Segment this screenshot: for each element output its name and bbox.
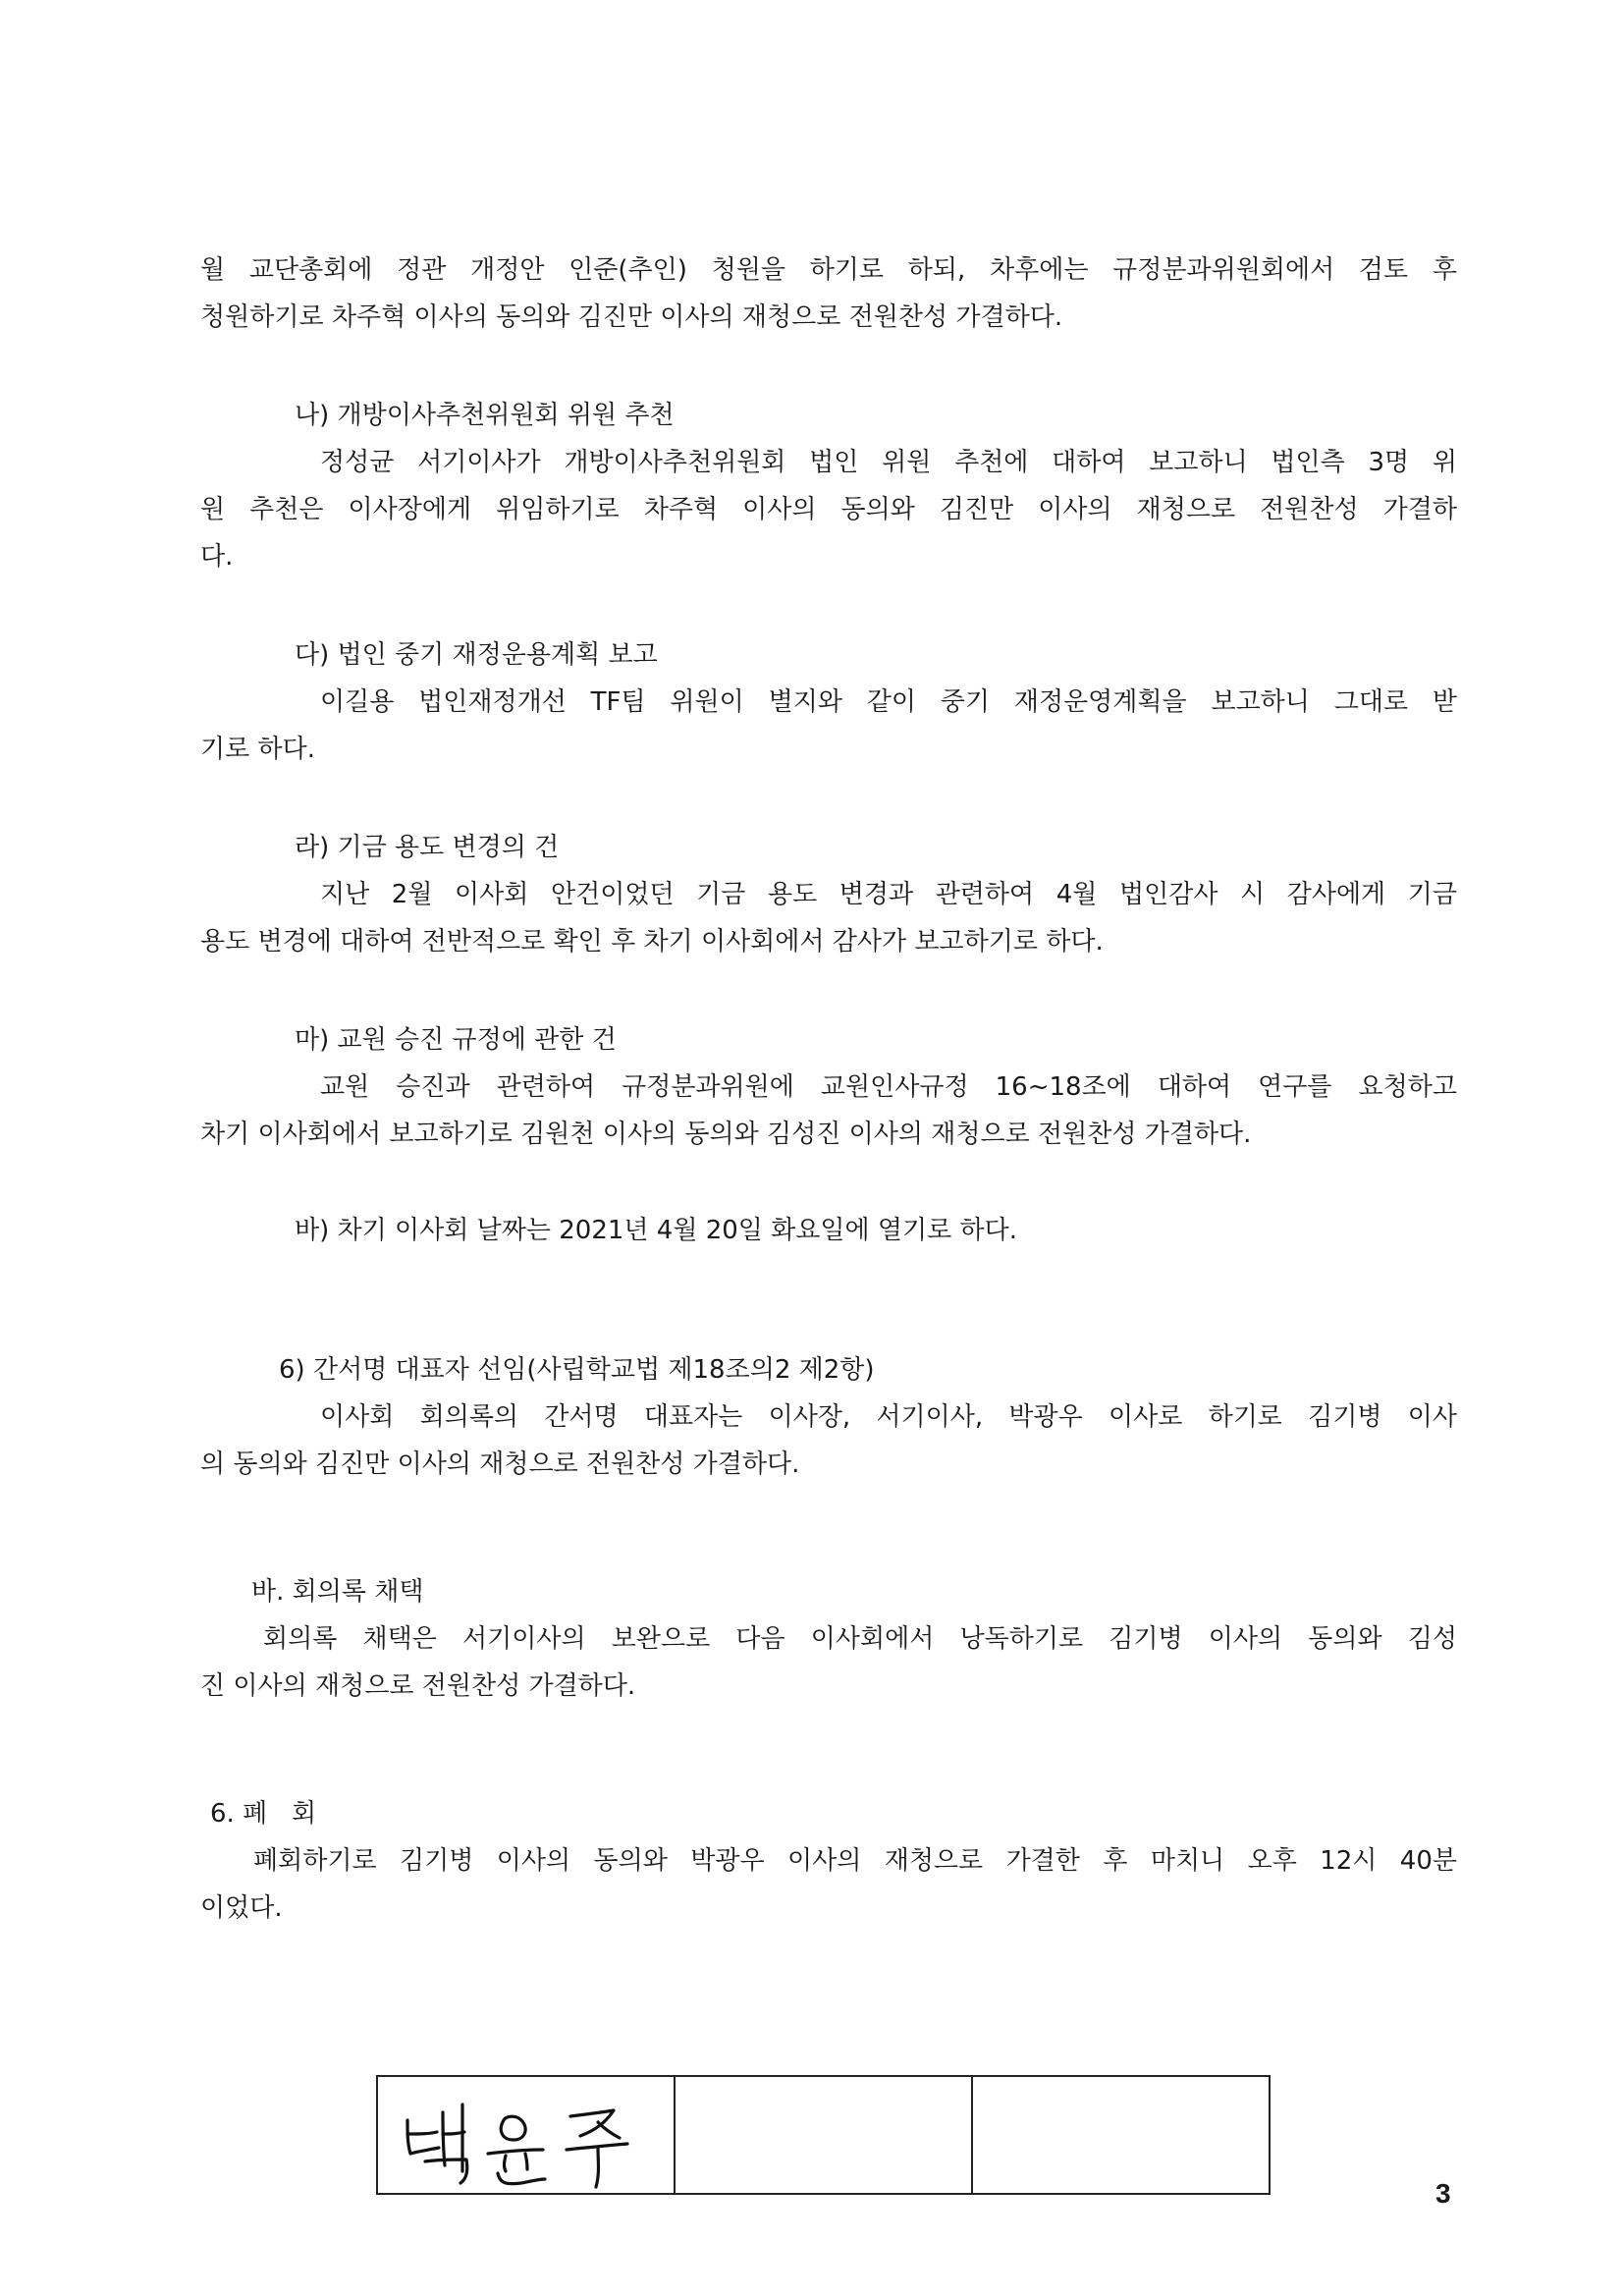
section-heading: 마) 교원 승진 규정에 관한 건 — [295, 1025, 617, 1055]
paragraph-line: 이사회 회의록의 간서명 대표자는 이사장, 서기이사, 박광우 이사로 하기로 김기병 이사 — [320, 1402, 1457, 1432]
section-heading: 바. 회의록 채택 — [251, 1577, 424, 1607]
paragraph-line: 폐회하기로 김기병 이사의 동의와 박광우 이사의 재청으로 가결한 후 마치니 오후 12시 40분 — [253, 1846, 1457, 1876]
paragraph-line: 진 이사의 재청으로 전원찬성 가결하다. — [200, 1671, 636, 1701]
paragraph-line: 회의록 채택은 서기이사의 보완으로 다음 이사회에서 낭독하기로 김기병 이사의 동의와 김성 — [263, 1624, 1457, 1654]
paragraph-line: 용도 변경에 대하여 전반적으로 확인 후 차기 이사회에서 감사가 보고하기로 하다. — [200, 927, 1104, 957]
paragraph-line: 이었다. — [200, 1893, 283, 1923]
paragraph-line: 지난 2월 이사회 안건이었던 기금 용도 변경과 관련하여 4월 법인감사 시 감사에게 기금 — [320, 880, 1457, 909]
paragraph-line: 다. — [200, 542, 234, 572]
paragraph-line: 교원 승진과 관련하여 규정분과위원에 교원인사규정 16~18조에 대하여 연구를 요청하고 — [320, 1072, 1457, 1102]
paragraph-line: 차기 이사회에서 보고하기로 김원천 이사의 동의와 김성진 이사의 재청으로 전원찬성 가결하다. — [200, 1120, 1252, 1149]
handwritten-signature — [378, 2077, 675, 2193]
section-heading: 다) 법인 중기 재정운용계획 보고 — [295, 640, 658, 670]
paragraph-line: 기로 하다. — [200, 735, 315, 764]
signature-cell — [378, 2077, 676, 2193]
page-number: 3 — [1435, 2178, 1451, 2209]
section-heading: 나) 개방이사추천위원회 위원 추천 — [295, 401, 675, 430]
paragraph-line: 청원하기로 차주혁 이사의 동의와 김진만 이사의 재청으로 전원찬성 가결하다. — [200, 302, 1063, 332]
paragraph-line: 원 추천은 이사장에게 위임하기로 차주혁 이사의 동의와 김진만 이사의 재청으로 전원찬성 가결하 — [200, 495, 1457, 524]
section-heading: 6. 폐 회 — [210, 1799, 317, 1829]
paragraph-line: 월 교단총회에 정관 개정안 인준(추인) 청원을 하기로 하되, 차후에는 규정분과위원회에서 검토 후 — [200, 255, 1457, 285]
section-heading: 6) 간서명 대표자 선임(사립학교법 제18조의2 제2항) — [279, 1355, 875, 1385]
paragraph-line: 의 동의와 김진만 이사의 재청으로 전원찬성 가결하다. — [200, 1449, 800, 1479]
signature-cell-empty — [973, 2077, 1269, 2193]
section-heading: 바) 차기 이사회 날짜는 2021년 4월 20일 화요일에 열기로 하다. — [295, 1216, 1018, 1245]
section-heading: 라) 기금 용도 변경의 건 — [295, 833, 560, 862]
paragraph-line: 이길용 법인재정개선 TF팀 위원이 별지와 같이 중기 재정운영계획을 보고하니 그대로 받 — [320, 687, 1457, 717]
paragraph-line: 정성균 서기이사가 개방이사추천위원회 법인 위원 추천에 대하여 보고하니 법인측 3명 위 — [320, 448, 1457, 477]
signature-table — [376, 2075, 1271, 2195]
signature-cell-empty — [676, 2077, 973, 2193]
